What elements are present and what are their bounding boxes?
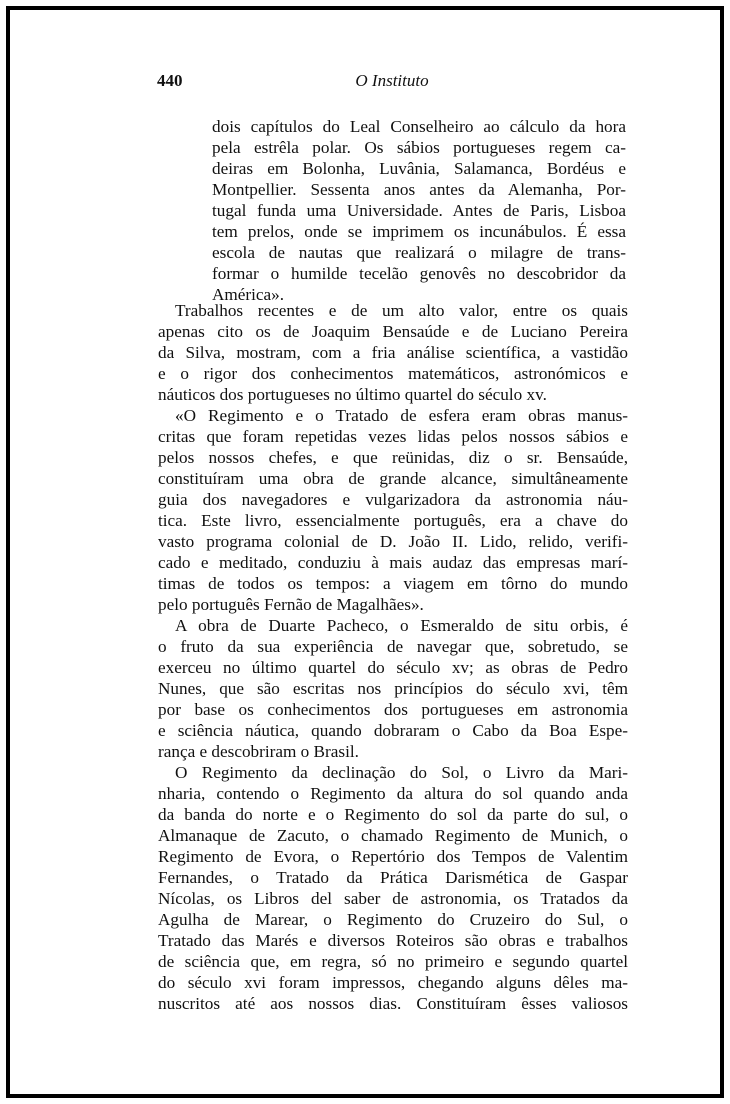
body-line: Fernandes, o Tratado da Prática Darismética de Gaspar — [158, 868, 628, 887]
quote-line: tem prelos, onde se imprimem os incunábulos. É essa — [212, 222, 626, 241]
body-line: e sciência náutica, quando dobraram o Cabo da Boa Espe- — [158, 721, 628, 740]
quote-line: pela estrêla polar. Os sábios portugueses regem ca- — [212, 138, 626, 157]
body-line: Agulha de Marear, o Regimento do Cruzeiro do Sul, o — [158, 910, 628, 929]
body-line: Almanaque de Zacuto, o chamado Regimento de Munich, o — [158, 826, 628, 845]
body-line: apenas cito os de Joaquim Bensaúde e de Luciano Pereira — [158, 322, 628, 341]
body-line: por base os conhecimentos dos portugueses em astronomia — [158, 700, 628, 719]
body-line: constituíram uma obra de grande alcance, simultâneamente — [158, 469, 628, 488]
body-line: vasto programa colonial de D. João II. Lido, relido, verifi- — [158, 532, 628, 551]
body-line: Nunes, que são escritas nos princípios do século xvi, têm — [158, 679, 628, 698]
body-line: do século xvi foram impressos, chegando alguns dêles ma- — [158, 973, 628, 992]
body-line: da Silva, mostram, com a fria análise scientífica, a vastidão — [158, 343, 628, 362]
body-line: náuticos dos portugueses no último quartel do século xv. — [158, 385, 547, 404]
body-line: Trabalhos recentes e de um alto valor, entre os quais — [175, 301, 628, 320]
body-line: A obra de Duarte Pacheco, o Esmeraldo de situ orbis, é — [175, 616, 628, 635]
body-line: da banda do norte e o Regimento do sol da parte do sul, o — [158, 805, 628, 824]
quote-line: escola de nautas que realizará o milagre de trans- — [212, 243, 626, 262]
body-line: exerceu no último quartel do século xv; as obras de Pedro — [158, 658, 628, 677]
body-line: pelo português Fernão de Magalhães». — [158, 595, 424, 614]
quote-line: América». — [212, 285, 285, 304]
quote-line: deiras em Bolonha, Luvânia, Salamanca, Bordéus e — [212, 159, 626, 178]
body-line: pelos nossos chefes, e que reünidas, diz o sr. Bensaúde, — [158, 448, 628, 467]
page-header — [157, 71, 627, 95]
body-line: timas de todos os tempos: a viagem em tôrno do mundo — [158, 574, 628, 593]
body-line: critas que foram repetidas vezes lidas pelos nossos sábios e — [158, 427, 628, 446]
body-line: o fruto da sua experiência de navegar que, sobretudo, se — [158, 637, 628, 656]
body-line: e o rigor dos conhecimentos matemáticos, astronómicos e — [158, 364, 628, 383]
quote-line: dois capítulos do Leal Conselheiro ao cálculo da hora — [212, 117, 626, 136]
body-line: rança e descobriram o Brasil. — [158, 742, 359, 761]
body-line: Tratado das Marés e diversos Roteiros são obras e trabalhos — [158, 931, 628, 950]
running-title: O Instituto — [355, 71, 429, 90]
body-line: cado e meditado, conduziu à mais audaz das empresas marí- — [158, 553, 628, 572]
body-line: nharia, contendo o Regimento da altura do sol quando anda — [158, 784, 628, 803]
quote-line: formar o humilde tecelão genovês no descobridor da — [212, 264, 626, 283]
quote-line: tugal funda uma Universidade. Antes de Paris, Lisboa — [212, 201, 626, 220]
body-line: O Regimento da declinação do Sol, o Livro da Mari- — [175, 763, 628, 782]
body-line: guia dos navegadores e vulgarizadora da astronomia náu- — [158, 490, 628, 509]
page-number: 440 — [157, 71, 183, 90]
body-line: Regimento de Evora, o Repertório dos Tempos de Valentim — [158, 847, 628, 866]
body-line: tica. Este livro, essencialmente português, era a chave do — [158, 511, 628, 530]
body-line: Nícolas, os Libros del saber de astronomia, os Tratados da — [158, 889, 628, 908]
body-line: de sciência que, em regra, só no primeiro e segundo quartel — [158, 952, 628, 971]
quote-line: Montpellier. Sessenta anos antes da Alemanha, Por- — [212, 180, 626, 199]
body-line: «O Regimento e o Tratado de esfera eram obras manus- — [175, 406, 628, 425]
body-line: nuscritos até aos nossos dias. Constituíram êsses valiosos — [158, 994, 628, 1013]
